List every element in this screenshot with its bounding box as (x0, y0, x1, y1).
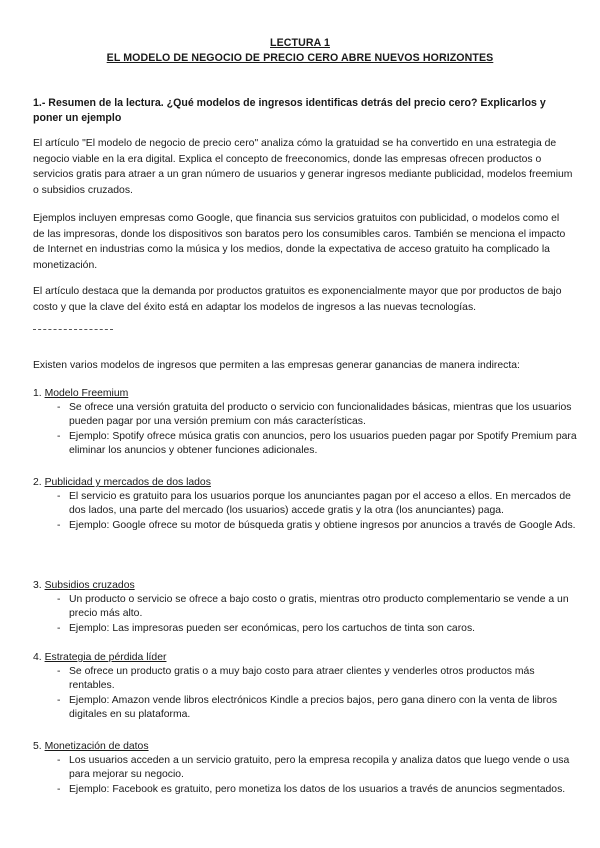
list-item: - Ejemplo: Google ofrece su motor de búsqueda gratis y obtiene ingresos por anuncios a través de Google Ads. (57, 519, 576, 531)
model-heading (33, 578, 583, 593)
model-heading (33, 475, 583, 490)
point-text: Un producto o servicio se ofrece a bajo costo o gratis, mientras otro producto complementario se vende a un precio más alto. (69, 594, 569, 620)
list-item: - Ejemplo: Facebook es gratuito, pero monetiza los datos de los usuarios a través de anuncios segmentados. (57, 783, 566, 795)
models-intro: Existen varios modelos de ingresos que permiten a las empresas generar ganancias de manera indirecta: (33, 360, 520, 371)
model-section (33, 578, 583, 636)
model-number: 5. (33, 741, 42, 752)
model-section (33, 650, 583, 723)
point-text: Ejemplo: Facebook es gratuito, pero monetiza los datos de los usuarios a través de anuncios segmentados. (69, 783, 566, 795)
list-item: - Un producto o servicio se ofrece a bajo costo o gratis, mientras otro producto complementario se vende a un precio más alto. (57, 594, 569, 620)
point-text: Ejemplo: Google ofrece su motor de búsqueda gratis y obtiene ingresos por anuncios a través de Google Ads. (69, 519, 576, 531)
model-number: 4. (33, 652, 42, 663)
separator-line (33, 329, 113, 330)
model-section (33, 739, 583, 797)
summary-paragraph: El artículo "El modelo de negocio de precio cero" analiza cómo la gratuidad se ha convertido en una estrategia de negocio viable en la era digital. Explica el concepto de freeconomics, donde las empresas ofrecen productos o servicios gratis para atraer a un gran número de usuarios y generar ingresos mediante publicidad, modelos freemium o subsidios cruzados. (33, 138, 573, 196)
model-name: Subsidios cruzados (44, 580, 135, 591)
point-text: Ejemplo: Amazon vende libros electrónicos Kindle a precios bajos, pero gana dinero con la venta de libros digitales en su plataforma. (69, 694, 558, 721)
point-text: Se ofrece un producto gratis o a muy bajo costo para atraer clientes y venderles otros productos más rentables. (69, 666, 535, 692)
model-points (33, 593, 583, 636)
list-item: - Se ofrece un producto gratis o a muy bajo costo para atraer clientes y venderles otros productos más rentables. (57, 666, 535, 692)
model-section (33, 386, 583, 459)
point-text: Los usuarios acceden a un servicio gratuito, pero la empresa recopila y analiza datos que luego vende o usa para mejorar su negocio. (69, 755, 570, 781)
model-name: Publicidad y mercados de dos lados (44, 477, 211, 488)
document-title: LECTURA 1 (270, 37, 330, 49)
list-item: - Ejemplo: Amazon vende libros electrónicos Kindle a precios bajos, pero gana dinero con la venta de libros digitales en su plataforma. (57, 694, 558, 721)
model-points (33, 665, 583, 723)
point-text: Se ofrece una versión gratuita del producto o servicio con funcionalidades básicas, mientras que los usuarios pueden pagar por una versión premium con más características. (69, 402, 572, 428)
model-name: Estrategia de pérdida líder (44, 652, 167, 663)
model-section (33, 475, 583, 533)
model-heading (33, 739, 583, 754)
summary-paragraph: El artículo destaca que la demanda por productos gratuitos es exponencialmente mayor que por productos de bajo costo y que la clave del éxito está en adaptar los modelos de ingresos a las nuevas tecnologías. (33, 286, 562, 313)
model-number: 2. (33, 477, 42, 488)
point-text: Ejemplo: Spotify ofrece música gratis con anuncios, pero los usuarios pueden pagar por Spotify Premium para eliminar los anuncios y obtener funciones adicionales. (69, 430, 577, 457)
model-number: 1. (33, 388, 42, 399)
model-name: Modelo Freemium (44, 388, 129, 399)
document-subtitle: EL MODELO DE NEGOCIO DE PRECIO CERO ABRE NUEVOS HORIZONTES (106, 52, 494, 64)
model-points (33, 754, 583, 797)
model-name: Monetización de datos (44, 741, 149, 752)
summary-paragraph: Ejemplos incluyen empresas como Google, que financia sus servicios gratuitos con publicidad, o modelos como el de las impresoras, donde los dispositivos son baratos pero los consumibles caros. También se menciona el impacto de Internet en industrias como la música y los medios, donde la expectativa de acceso gratuito ha complicado la monetización. (33, 213, 566, 271)
list-item: - Ejemplo: Las impresoras pueden ser económicas, pero los cartuchos de tinta son caros. (57, 622, 476, 634)
model-points (33, 401, 583, 459)
model-number: 3. (33, 580, 42, 591)
model-points (33, 490, 583, 533)
list-item: - Los usuarios acceden a un servicio gratuito, pero la empresa recopila y analiza datos que luego vende o usa para mejorar su negocio. (57, 755, 570, 781)
question-heading: 1.- Resumen de la lectura. ¿Qué modelos de ingresos identificas detrás del precio cero? Explicarlos y poner un ejemplo (33, 97, 546, 124)
list-item: - Ejemplo: Spotify ofrece música gratis con anuncios, pero los usuarios pueden pagar por Spotify Premium para eliminar los anuncios y obtener funciones adicionales. (57, 430, 577, 457)
model-heading (33, 386, 583, 401)
model-heading (33, 650, 583, 665)
list-item: - Se ofrece una versión gratuita del producto o servicio con funcionalidades básicas, mientras que los usuarios pueden pagar por una versión premium con más características. (57, 402, 572, 428)
point-text: Ejemplo: Las impresoras pueden ser económicas, pero los cartuchos de tinta son caros. (69, 622, 476, 634)
point-text: El servicio es gratuito para los usuarios porque los anunciantes pagan por el acceso a ellos. En mercados de dos lados, una parte del mercado (los usuarios) accede gratis y la otra (los anunciantes) paga. (69, 491, 571, 517)
list-item: - El servicio es gratuito para los usuarios porque los anunciantes pagan por el acceso a ellos. En mercados de dos lados, una parte del mercado (los usuarios) accede gratis y la otra (los anunciantes) paga. (57, 491, 571, 517)
